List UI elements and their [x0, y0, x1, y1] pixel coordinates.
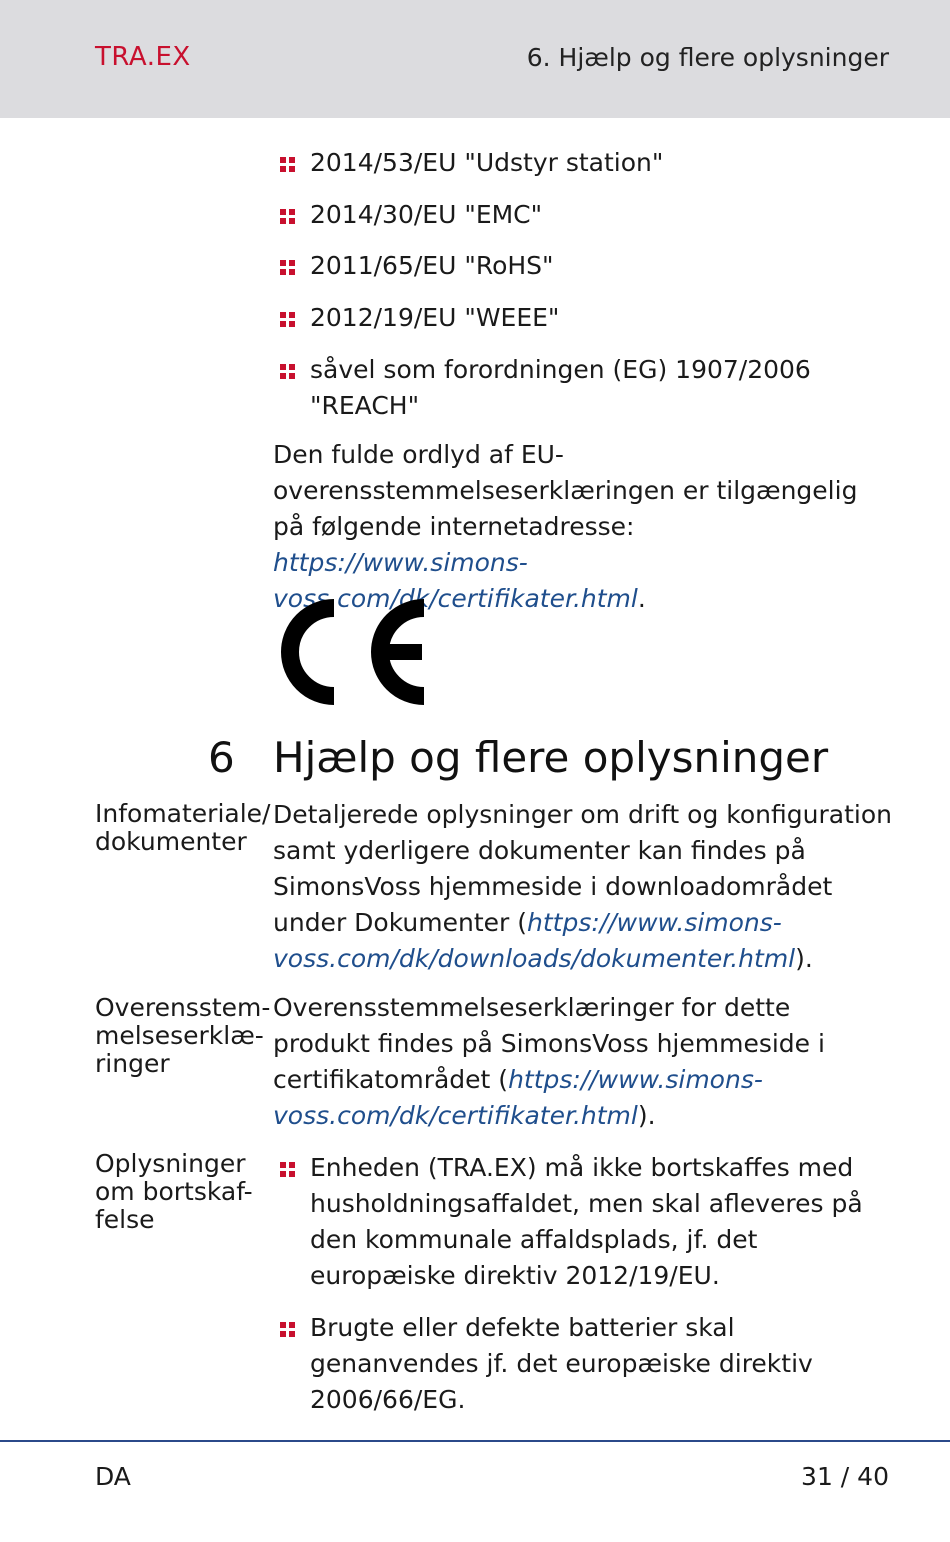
- bullet-icon: [280, 1322, 296, 1338]
- side-label-declarations: Overensstem-melseserklæ-ringer: [95, 993, 271, 1078]
- certificates-link[interactable]: https://www.simons-voss.com/dk/certifikater.html: [273, 548, 638, 613]
- bullet-icon: [280, 364, 296, 380]
- list-item: [310, 248, 890, 284]
- directive-text: såvel som forordningen (EG) 1907/2006 "REACH": [310, 355, 811, 420]
- list-item: [310, 300, 890, 336]
- declarations-tail: ).: [637, 1101, 656, 1130]
- bullet-icon: [280, 1162, 296, 1178]
- conformity-paragraph: [273, 437, 873, 617]
- conformity-text: Den fulde ordlyd af EU-overensstemmelseserklæringen er tilgængelig på følgende internetadresse:: [273, 440, 858, 541]
- disposal-text: Brugte eller defekte batterier skal genanvendes jf. det europæiske direktiv 2006/66/EG.: [310, 1313, 813, 1414]
- directive-text: 2014/30/EU "EMC": [310, 200, 543, 229]
- page-number: 31 / 40: [801, 1462, 889, 1491]
- directive-text: 2011/65/EU "RoHS": [310, 251, 554, 280]
- list-item: [310, 197, 890, 233]
- side-label-disposal: Oplysninger om bortskaf-felse: [95, 1149, 253, 1234]
- certificates-link[interactable]: https://www.simons-voss.com/dk/certifikater.html: [273, 1065, 763, 1130]
- conformity-tail: .: [637, 584, 646, 613]
- list-item: [310, 145, 890, 181]
- bullet-icon: [280, 209, 296, 225]
- language-code: DA: [95, 1462, 131, 1491]
- directive-text: 2012/19/EU "WEEE": [310, 303, 560, 332]
- brand-name: TRA.EX: [95, 42, 191, 72]
- page-header: [0, 0, 950, 118]
- footer-divider: [0, 1440, 950, 1442]
- bullet-icon: [280, 312, 296, 328]
- side-label-info: Infomateriale/ dokumenter: [95, 799, 271, 856]
- declarations-paragraph: [273, 990, 893, 1134]
- chapter-title: 6. Hjælp og flere oplysninger: [526, 43, 889, 72]
- bullet-icon: [280, 260, 296, 276]
- ce-mark-logo: [272, 594, 436, 710]
- list-item: [310, 1150, 890, 1294]
- info-paragraph: [273, 797, 893, 977]
- documents-link[interactable]: https://www.simons-voss.com/dk/downloads/dokumenter.html: [273, 908, 796, 973]
- directive-text: 2014/53/EU "Udstyr station": [310, 148, 664, 177]
- info-tail: ).: [795, 944, 813, 973]
- section-title: Hjælp og flere oplysninger: [273, 733, 829, 782]
- list-item: [310, 352, 830, 424]
- declarations-text: Overensstemmelseserklæringer for dette produkt findes på SimonsVoss hjemmeside i certifikatområdet (: [273, 993, 825, 1094]
- list-item: [310, 1310, 890, 1418]
- section-number: 6: [208, 733, 235, 782]
- bullet-icon: [280, 157, 296, 173]
- info-text: Detaljerede oplysninger om drift og konfiguration samt yderligere dokumenter kan findes på SimonsVoss hjemmeside i downloadområdet under Dokumenter (: [273, 800, 892, 937]
- disposal-text: Enheden (TRA.EX) må ikke bortskaffes med husholdningsaffaldet, men skal afleveres på den kommunale affaldsplads, jf. det europæiske direktiv 2012/19/EU.: [310, 1153, 863, 1290]
